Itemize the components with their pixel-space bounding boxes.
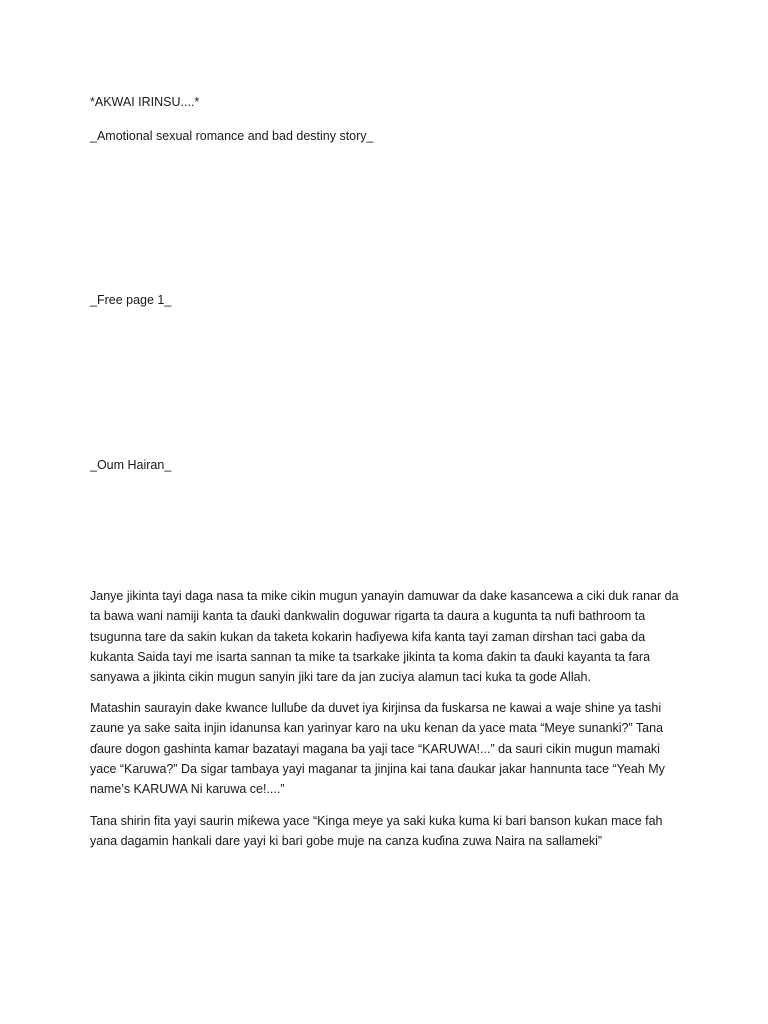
document-title: *AKWAI IRINSU....* [90, 95, 200, 109]
paragraph-2: Matashin saurayin dake kwance lulluɓe da duvet iya ƙirjinsa da fuskarsa ne kawai a waje shine ya tashi zaune ya sake saita injin idanunsa kan yarinyar karo na uku kenan da yace mata “Meye sunanki?” Tana ɗaure dogon gashinta kamar bazatayi magana ba yaji tace “KARUWA!...” da sauri cikin mugun mamaki yace “Karuwa?” Da sigar tambaya yayi maganar ta jinjina kai tana ɗaukar jakar hannunta tace “Yeah My name’s KARUWA Ni karuwa ce!....” [90, 701, 665, 797]
author-name: _Oum Hairan_ [90, 458, 172, 472]
paragraph-3: Tana shirin fita yayi saurin miƙewa yace “Kinga meye ya saki kuka kuma ki bari banson kukan mace fah yana dagamin hankali dare yayi ki bari gobe muje na canza kuɗina zuwa Naira na sallameki” [90, 814, 663, 849]
paragraph-1: Janye jikinta tayi daga nasa ta mike cikin mugun yanayin damuwar da dake kasancewa a ciki duk ranar da ta bawa wani namiji kanta ta ɗauki dankwalin doguwar rigarta ta daura a kugunta ta nufi bathroom ta tsugunna tare da sakin kukan da taketa kokarin haɗiyewa kifa kanta tayi zaman dirshan taci gaba da kukanta Saida tayi me isarta sannan ta mike ta tsarkake jikinta ta koma ɗakin ta ɗauki kayanta ta fara sanyawa a jikinta cikin mugun sanyin jiki tare da jan zuciya alamun taci kuka ta gode Allah. [90, 589, 679, 685]
page-label: _Free page 1_ [90, 293, 172, 307]
document-subtitle: _Amotional sexual romance and bad destiny story_ [90, 129, 374, 143]
